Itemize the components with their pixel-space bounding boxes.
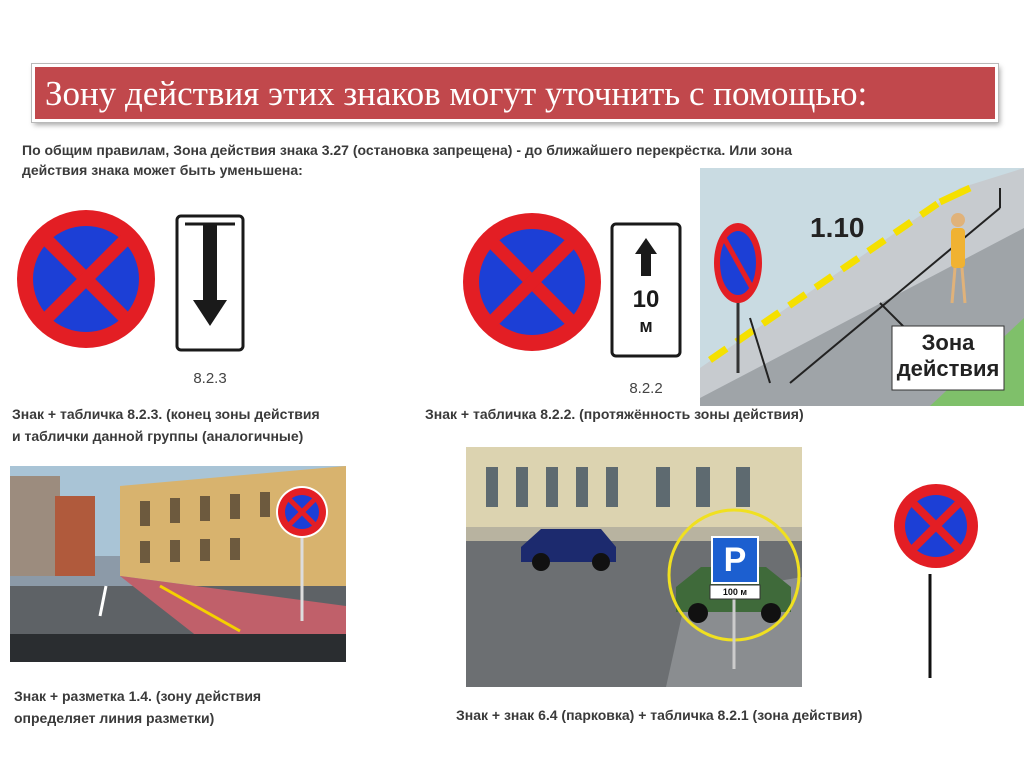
caption-a-line-2: и таблички данной группы (аналогичные) — [12, 428, 304, 444]
caption-c-line-2: определяет линия разметки) — [14, 710, 215, 726]
zone-illustration — [700, 168, 1024, 406]
caption-a-line-1: Знак + табличка 8.2.3. (конец зоны действия — [12, 406, 320, 422]
parking-scene — [466, 447, 802, 687]
no-stopping-sign-on-pole-icon — [888, 484, 988, 680]
caption-b: Знак + табличка 8.2.2. (протяжённость зоны действия) — [425, 406, 804, 422]
plate-distance: 10 — [632, 286, 660, 313]
plate-unit: м — [639, 316, 653, 336]
intro-line-2: действия знака может быть уменьшена: — [22, 162, 303, 178]
zone-callout-line-2: действия — [896, 356, 1000, 381]
intro-line-1: По общим правилам, Зона действия знака 3.27 (остановка запрещена) - до ближайшего перекрёстка. Или зона — [22, 142, 793, 158]
plate-8-2-2-label: 8.2.2 — [629, 380, 663, 397]
title-bar — [32, 64, 998, 122]
no-stopping-sign-icon — [458, 208, 606, 356]
zone-callout — [892, 330, 1004, 382]
plate-8-2-2 — [610, 222, 682, 358]
parking-letter: P — [723, 541, 747, 579]
marking-code: 1.10 — [810, 212, 865, 243]
parking-plate-text: 100 м — [722, 587, 748, 597]
plate-8-2-3-label: 8.2.3 — [193, 370, 227, 387]
plate-8-2-3-icon — [175, 214, 245, 352]
caption-c-line-1: Знак + разметка 1.4. (зону действия — [14, 688, 262, 704]
slide-title: Зону действия этих знаков могут уточнить с помощью: — [45, 74, 868, 113]
no-stopping-sign-icon — [12, 205, 160, 353]
street-scene-icon — [10, 466, 346, 662]
caption-d: Знак + знак 6.4 (парковка) + табличка 8.2.1 (зона действия) — [456, 707, 863, 723]
zone-callout-line-1: Зона — [921, 330, 975, 355]
